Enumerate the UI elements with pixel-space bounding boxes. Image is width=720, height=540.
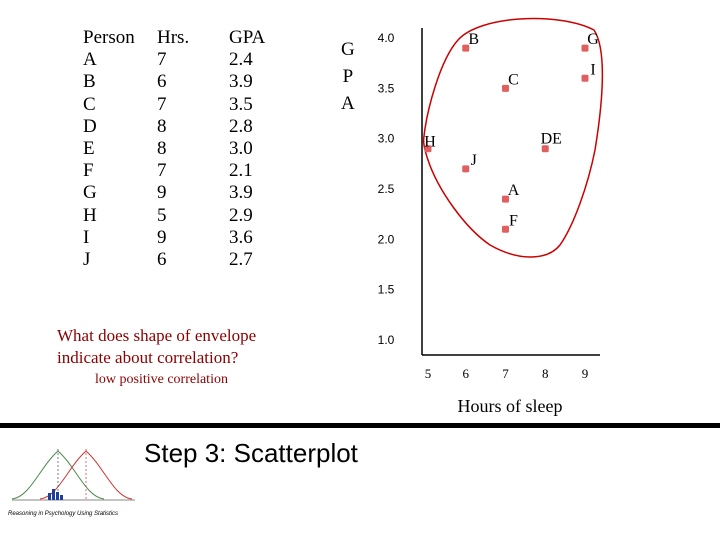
table-cell: 3.6	[229, 226, 253, 248]
x-tick-label: 7	[502, 366, 509, 381]
table-cell: 3.9	[229, 71, 253, 93]
data-point-f	[502, 226, 509, 233]
point-label: H	[424, 133, 436, 151]
answer-text: low positive correlation	[95, 372, 228, 387]
table-cell: 7	[157, 93, 167, 115]
table-cell: 9	[157, 226, 167, 248]
point-label: C	[508, 71, 519, 89]
table-cell: 3.0	[229, 138, 253, 160]
y-tick-label: 4.0	[377, 31, 395, 45]
person-header: Person	[83, 27, 135, 48]
table-cell: D	[83, 115, 97, 137]
table-cell: 2.4	[229, 49, 253, 71]
table-cell: 7	[157, 160, 167, 182]
point-label: G	[587, 31, 599, 49]
x-axis-title: Hours of sleep	[457, 396, 563, 416]
table-cell: 6	[157, 71, 167, 93]
data-point-i	[582, 75, 589, 82]
table-cell: 7	[157, 49, 167, 71]
point-label: J	[470, 151, 477, 169]
gpa-header: GPA	[229, 27, 266, 48]
x-tick-label: 9	[581, 366, 589, 381]
point-label: I	[590, 61, 596, 79]
y-tick-label: 3.5	[377, 81, 395, 96]
normal-curves-logo-icon	[0, 437, 140, 517]
y-tick-label: 1.0	[377, 333, 395, 347]
table-cell: 2.1	[229, 160, 253, 182]
table-cell: G	[83, 182, 97, 204]
table-cell: F	[83, 160, 94, 182]
logo-caption: Reasoning in Psychology Using Statistics	[8, 511, 119, 517]
table-cell: H	[83, 204, 97, 226]
table-cell: 2.7	[229, 249, 253, 271]
y-tick-label: 3.0	[377, 131, 395, 146]
data-point-j	[462, 165, 469, 172]
table-cell: J	[83, 249, 91, 271]
point-label: B	[468, 31, 480, 49]
hours-header: Hrs.	[157, 27, 190, 48]
y-axis-letter: A	[341, 93, 355, 114]
x-tick-label: 8	[541, 366, 549, 381]
table-cell: 6	[157, 249, 167, 271]
table-cell: A	[83, 49, 97, 71]
slide-title: Step 3: Scatterplot	[144, 438, 358, 468]
y-axis-letter: G	[341, 39, 355, 60]
x-tick-label: 6	[462, 366, 469, 381]
question-line: What does shape of envelope	[57, 326, 257, 345]
table-cell: 2.8	[229, 115, 253, 137]
table-cell: 3.5	[229, 93, 253, 115]
table-cell: 2.9	[229, 204, 253, 226]
y-tick-label: 2.5	[377, 182, 395, 196]
table-cell: I	[83, 226, 90, 248]
table-cell: B	[83, 71, 96, 93]
table-cell: 8	[157, 138, 167, 160]
table-cell: C	[83, 93, 96, 115]
table-cell: 9	[157, 182, 167, 204]
x-tick-label: 5	[424, 366, 432, 381]
table-cell: 8	[157, 115, 167, 137]
table-cell: 5	[157, 204, 167, 226]
question-line: indicate about correlation?	[57, 348, 239, 367]
y-tick-label: 1.5	[377, 282, 395, 297]
y-axis-letter: P	[342, 66, 354, 87]
point-label: DE	[540, 130, 562, 148]
point-label: F	[509, 212, 518, 230]
table-cell: E	[83, 138, 95, 160]
question-text	[57, 325, 256, 369]
table-cell: 3.9	[229, 182, 253, 204]
y-tick-label: 2.0	[377, 232, 395, 247]
divider	[0, 423, 720, 428]
point-label: A	[507, 182, 520, 200]
